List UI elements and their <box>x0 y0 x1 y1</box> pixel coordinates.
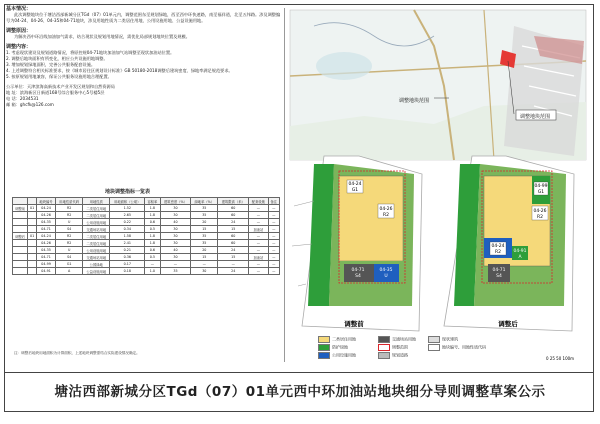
contact-phone: 电 话：2034531 <box>6 96 39 101</box>
map-label: G1 <box>351 188 359 193</box>
table-cell: 04-26 <box>36 212 55 219</box>
table-cell: 04-91 <box>36 268 55 275</box>
table-cell: 15 <box>218 226 249 233</box>
adjust-item: 3. 增加规划绿地面积，完善公共服务配套设施。 <box>6 62 96 67</box>
table-cell: 二类居住用地 <box>83 212 110 219</box>
map-label: U <box>384 274 388 279</box>
table-cell: 01 <box>28 233 37 240</box>
legend-item: 现状建筑 <box>428 336 458 343</box>
legend-item: 二类居住用地 <box>318 336 356 343</box>
contact-unit: 公示单位：天津滨海高新技术产业开发区规划和自然资源局 <box>6 84 115 89</box>
table-cell: G1 <box>56 261 83 268</box>
legend-item: 规划道路 <box>378 352 408 359</box>
table-cell <box>13 261 28 268</box>
table-cell: R2 <box>56 240 83 247</box>
table-cell <box>28 268 37 275</box>
table-cell: 0.34 <box>110 226 145 233</box>
map-label: A <box>518 255 522 260</box>
map-label: S4 <box>355 274 361 279</box>
map-label: S4 <box>496 274 502 279</box>
map-label: 04-35 <box>379 268 393 273</box>
table-cell: 2.65 <box>110 212 145 219</box>
basic-text: 此次调整地块位于塘沽西部新城分区TGd（07）01单元内，调整范围东至规划绿地，西至西中环快速路，南至福祥道，北至五纬路。涉及调整编号为04-24、04-26、04-35和04-71地块，涉及用地性质为二类居住用地、公用设施用地、公益设施用地。 <box>6 12 281 23</box>
table-cell: 1.8 <box>145 212 160 219</box>
table-cell: U <box>56 219 83 226</box>
table-cell <box>28 247 37 254</box>
table-header-cell <box>28 198 37 205</box>
table-row <box>13 212 280 219</box>
table-cell: 0.6 <box>145 219 160 226</box>
table-cell: 60 <box>218 233 249 240</box>
table-cell: — <box>191 261 218 268</box>
table-header-cell <box>13 198 28 205</box>
table-cell: 15 <box>218 254 249 261</box>
table-cell: 04-71 <box>36 254 55 261</box>
table-cell: R2 <box>56 212 83 219</box>
table-cell: — <box>268 233 279 240</box>
table-cell: 24 <box>218 247 249 254</box>
table-cell: 60 <box>218 240 249 247</box>
table-header-cell: 绿地率（%） <box>191 198 218 205</box>
table-row <box>13 240 280 247</box>
table-cell <box>28 240 37 247</box>
table-cell <box>13 268 28 275</box>
reason-title: 调整原因： <box>6 28 32 34</box>
table-cell: 35 <box>191 205 218 212</box>
table-cell: 20 <box>191 219 218 226</box>
table-cell: 60 <box>218 205 249 212</box>
table-cell <box>13 247 28 254</box>
table-cell: 04-24 <box>36 205 55 212</box>
table-cell: 二类居住用地 <box>83 205 110 212</box>
table-cell: 0.22 <box>110 219 145 226</box>
table-cell: 04-24 <box>36 233 55 240</box>
adjust-item: 2. 调整后地块面积有所变化，相应公共设施用地调整。 <box>6 56 108 61</box>
table-row <box>13 261 280 268</box>
table-cell: — <box>249 219 268 226</box>
table-cell: 交通场站用地 <box>83 226 110 233</box>
legend-item: 调整范围 <box>378 344 408 351</box>
table-cell: 35 <box>191 233 218 240</box>
table-cell: 60 <box>218 212 249 219</box>
table-cell: S4 <box>56 254 83 261</box>
table-cell: R2 <box>56 205 83 212</box>
table-cell <box>13 226 28 233</box>
map-label: R2 <box>495 250 501 255</box>
before-caption: 调整前 <box>344 320 364 328</box>
table-cell: S4 <box>56 226 83 233</box>
table-row <box>13 254 280 261</box>
table-cell: — <box>268 212 279 219</box>
table-cell: 1.52 <box>110 205 145 212</box>
table-cell: 35 <box>191 212 218 219</box>
scale-bar-text: 0 25 50 100m <box>546 356 575 361</box>
after-caption: 调整后 <box>498 320 518 328</box>
table-header-cell: 配套设施 <box>249 198 268 205</box>
table-cell: — <box>268 219 279 226</box>
table-cell: 0.5 <box>145 226 160 233</box>
table-cell: 0.18 <box>110 268 145 275</box>
notice-text-panel <box>6 6 284 362</box>
table-header-cell: 地块编号 <box>36 198 55 205</box>
table-header-cell: 建筑密度（%） <box>160 198 191 205</box>
map-panel <box>284 6 590 362</box>
map-label: R2 <box>383 213 389 218</box>
table-row <box>13 233 280 240</box>
table-cell: — <box>249 205 268 212</box>
table-cell <box>13 212 28 219</box>
table-row <box>13 268 280 275</box>
indicator-table <box>12 197 280 275</box>
table-cell: — <box>249 233 268 240</box>
table-row <box>13 205 280 212</box>
table-cell: — <box>249 268 268 275</box>
table-cell <box>28 219 37 226</box>
table-header-row <box>13 198 280 205</box>
legend-item: 公用设施用地 <box>318 352 356 359</box>
table-cell: — <box>249 212 268 219</box>
table-cell: 调整后 <box>13 233 28 240</box>
table-cell: — <box>160 261 191 268</box>
table-cell: 2.41 <box>110 240 145 247</box>
adjust-title: 调整内容： <box>6 44 32 50</box>
table-cell: 1.8 <box>145 233 160 240</box>
table-cell: 1.8 <box>145 205 160 212</box>
table-cell: 30 <box>160 233 191 240</box>
table-cell: 公益设施用地 <box>83 268 110 275</box>
table-cell: 二类居住用地 <box>83 240 110 247</box>
table-cell: R2 <box>56 233 83 240</box>
table-cell: 15 <box>191 226 218 233</box>
table-cell: 公园绿地 <box>83 261 110 268</box>
map-label: 04-24 <box>348 182 362 187</box>
table-cell: — <box>145 261 160 268</box>
table-cell: 1.8 <box>145 240 160 247</box>
legend-item: 防护绿地 <box>318 344 348 351</box>
table-cell <box>13 219 28 226</box>
map-label: 04-71 <box>492 268 506 273</box>
map-label: 04-91 <box>513 249 527 254</box>
table-cell: 30 <box>160 212 191 219</box>
table-cell: 公用设施用地 <box>83 247 110 254</box>
table-header-cell: 用地面积（公顷） <box>110 198 145 205</box>
table-header-cell: 建筑限高（米） <box>218 198 249 205</box>
table-cell: 1.0 <box>145 268 160 275</box>
table-cell: — <box>249 247 268 254</box>
table-cell: 30 <box>160 254 191 261</box>
table-header-cell: 用地性质代码 <box>56 198 83 205</box>
table-cell: — <box>268 240 279 247</box>
map-label: G1 <box>537 190 545 195</box>
table-cell: 01 <box>28 205 37 212</box>
table-cell: — <box>249 240 268 247</box>
location-map <box>290 10 586 160</box>
table-cell: — <box>268 261 279 268</box>
table-cell: 24 <box>218 268 249 275</box>
table-cell: — <box>268 268 279 275</box>
map-label: 04-26 <box>533 209 547 214</box>
table-cell: 04-71 <box>36 226 55 233</box>
table-cell: — <box>268 254 279 261</box>
table-cell: 1.58 <box>110 233 145 240</box>
map-label: 04-99 <box>534 184 548 189</box>
table-cell: 0.17 <box>110 261 145 268</box>
table-cell: 24 <box>218 219 249 226</box>
table-cell: 30 <box>160 205 191 212</box>
table-cell <box>28 261 37 268</box>
table-cell: 二类居住用地 <box>83 233 110 240</box>
table-header-cell: 容积率 <box>145 198 160 205</box>
table-cell: — <box>268 247 279 254</box>
legend-item: 地块编号、用地性质代码 <box>428 344 486 351</box>
table-cell: 交通场站用地 <box>83 254 110 261</box>
table-row <box>13 247 280 254</box>
after-map <box>444 156 574 331</box>
location-label-2: 调整地块范围 <box>520 114 551 120</box>
table-note: 注：调整后地块用地面积为计算面积，上述地块调整需结合实际建设情况确定。 <box>14 351 140 355</box>
table-cell: 加油站 <box>249 254 268 261</box>
map-label: 04-71 <box>351 268 365 273</box>
table-cell: 20 <box>191 247 218 254</box>
adjust-item: 1. 考虑现状建设及规划道路情况，将原控规04-71地块加油加气站调整至现状加油站位置。 <box>6 50 175 55</box>
adjust-item: 5. 按原规划用地兼容，保证公共服务设施用地合理配置。 <box>6 74 112 79</box>
table-cell: 04-35 <box>36 247 55 254</box>
table-cell: 加油站 <box>249 226 268 233</box>
table-row <box>13 226 280 233</box>
table-cell: — <box>249 261 268 268</box>
table-cell: 30 <box>160 240 191 247</box>
table-cell: 0.6 <box>145 247 160 254</box>
table-cell: U <box>56 247 83 254</box>
table-cell: 公用设施用地 <box>83 219 110 226</box>
table-cell <box>28 212 37 219</box>
table-row <box>13 219 280 226</box>
table-cell: — <box>268 205 279 212</box>
map-label: R2 <box>537 215 543 220</box>
table-cell <box>28 226 37 233</box>
table-cell: 调整前 <box>13 205 28 212</box>
contact-email: 邮 箱：ghcfk@126.com <box>6 102 54 107</box>
main-title: 塘沽西部新城分区TGd（07）01单元西中环加油站地块细分导则调整草案公示 <box>54 384 546 400</box>
map-label: 04-24 <box>491 244 505 249</box>
table-body <box>13 205 280 275</box>
table-cell: 04-26 <box>36 240 55 247</box>
basic-title: 基本情况： <box>6 6 32 12</box>
table-cell: 15 <box>191 254 218 261</box>
table-cell: 04-99 <box>36 261 55 268</box>
table-cell: 0.36 <box>110 254 145 261</box>
title-rule <box>5 372 593 373</box>
table-cell <box>13 254 28 261</box>
table-cell: 35 <box>160 268 191 275</box>
table-cell: 40 <box>160 247 191 254</box>
table-cell <box>13 240 28 247</box>
table-cell: A <box>56 268 83 275</box>
table-cell: 0.21 <box>110 247 145 254</box>
table-cell: 40 <box>160 219 191 226</box>
contact-address: 地 址：滨海新区日新道168号综合服务中心5号楼5层 <box>6 90 105 95</box>
table-cell: 30 <box>160 226 191 233</box>
location-label: 调整地块范围 <box>399 98 430 104</box>
table-header-cell: 备注 <box>268 198 279 205</box>
table-cell: 35 <box>191 240 218 247</box>
contact-block <box>6 84 284 108</box>
reason-text: 为解决西中环沿线加油加气需求，结合现状及规划用地情况，需优化局部规划地块位置及规模。 <box>14 34 190 39</box>
legend-item: 交通场站用地 <box>378 336 416 343</box>
table-cell: 0.5 <box>145 254 160 261</box>
table-cell <box>28 254 37 261</box>
table-cell: 30 <box>191 268 218 275</box>
table-cell: — <box>218 261 249 268</box>
table-cell: 04-35 <box>36 219 55 226</box>
adjust-item: 4. 上述调整符合相关标准要求，按《城市居住区规划设计标准》GB 50180-2018调整后建筑密度、绿地率满足规范要求。 <box>6 68 233 73</box>
table-cell: — <box>268 226 279 233</box>
table-header-cell: 用地性质 <box>83 198 110 205</box>
table-title: 地块调整指标一览表 <box>105 189 151 195</box>
map-label: 04-26 <box>379 207 393 212</box>
